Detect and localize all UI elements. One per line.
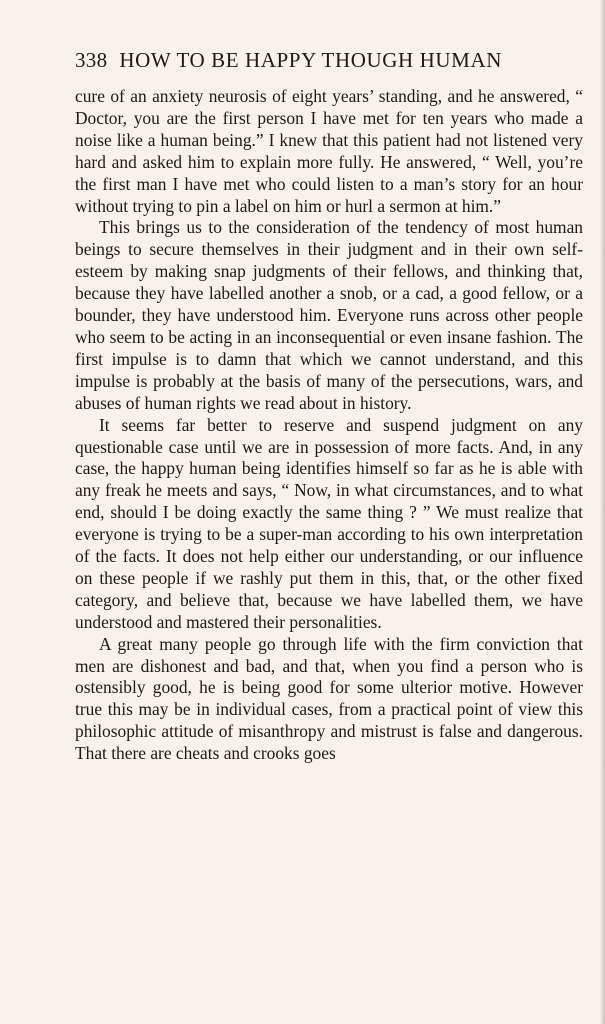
book-page xyxy=(75,48,583,765)
body-text xyxy=(75,86,583,765)
page-number: 338 xyxy=(75,48,108,72)
running-title: HOW TO BE HAPPY THOUGH HUMAN xyxy=(119,48,502,72)
paragraph-continued: cure of an anxiety neurosis of eight years’ standing, and he answered, “ Doctor, you are the first person I have met for ten years who made a noise like a human being.” I knew that this patient had not listened very hard and asked him to explain more fully. He answered, “ Well, you’re the first man I have met who could listen to a man’s story for an hour without trying to pin a label on him or hurl a sermon at him.” xyxy=(75,86,583,216)
paragraph: This brings us to the consideration of the tendency of most human beings to secure themselves in their judgment and in their own self-esteem by making snap judgments of their fellows, and thinking that, because they have labelled another a snob, or a cad, a good fellow, or a bounder, they have understood him. Everyone runs across other people who seem to be acting in an inconsequential or even insane fashion. The first impulse is to damn that which we cannot understand, and this impulse is probably at the basis of many of the persecutions, wars, and abuses of human rights we read about in history. xyxy=(75,217,583,413)
page-edge-shadow xyxy=(600,0,605,1024)
paragraph: It seems far better to reserve and suspend judgment on any questionable case until we are in possession of more facts. And, in any case, the happy human being identifies himself so far as he is able with any freak he meets and says, “ Now, in what circumstances, and to what end, should I be doing exactly the same thing ? ” We must realize that everyone is trying to be a super-man according to his own interpretation of the facts. It does not help either our understanding, or our influence on these people if we rashly put them in this, that, or the other fixed category, and believe that, because we have labelled them, we have understood and mastered their personalities. xyxy=(75,414,583,632)
page-header xyxy=(75,48,583,78)
paragraph: A great many people go through life with the firm conviction that men are dishonest and bad, and that, when you find a person who is ostensibly good, he is being good for some ulterior motive. However true this may be in individual cases, from a practical point of view this philosophic attitude of misanthropy and mistrust is false and dangerous. That there are cheats and crooks goes xyxy=(75,633,583,764)
